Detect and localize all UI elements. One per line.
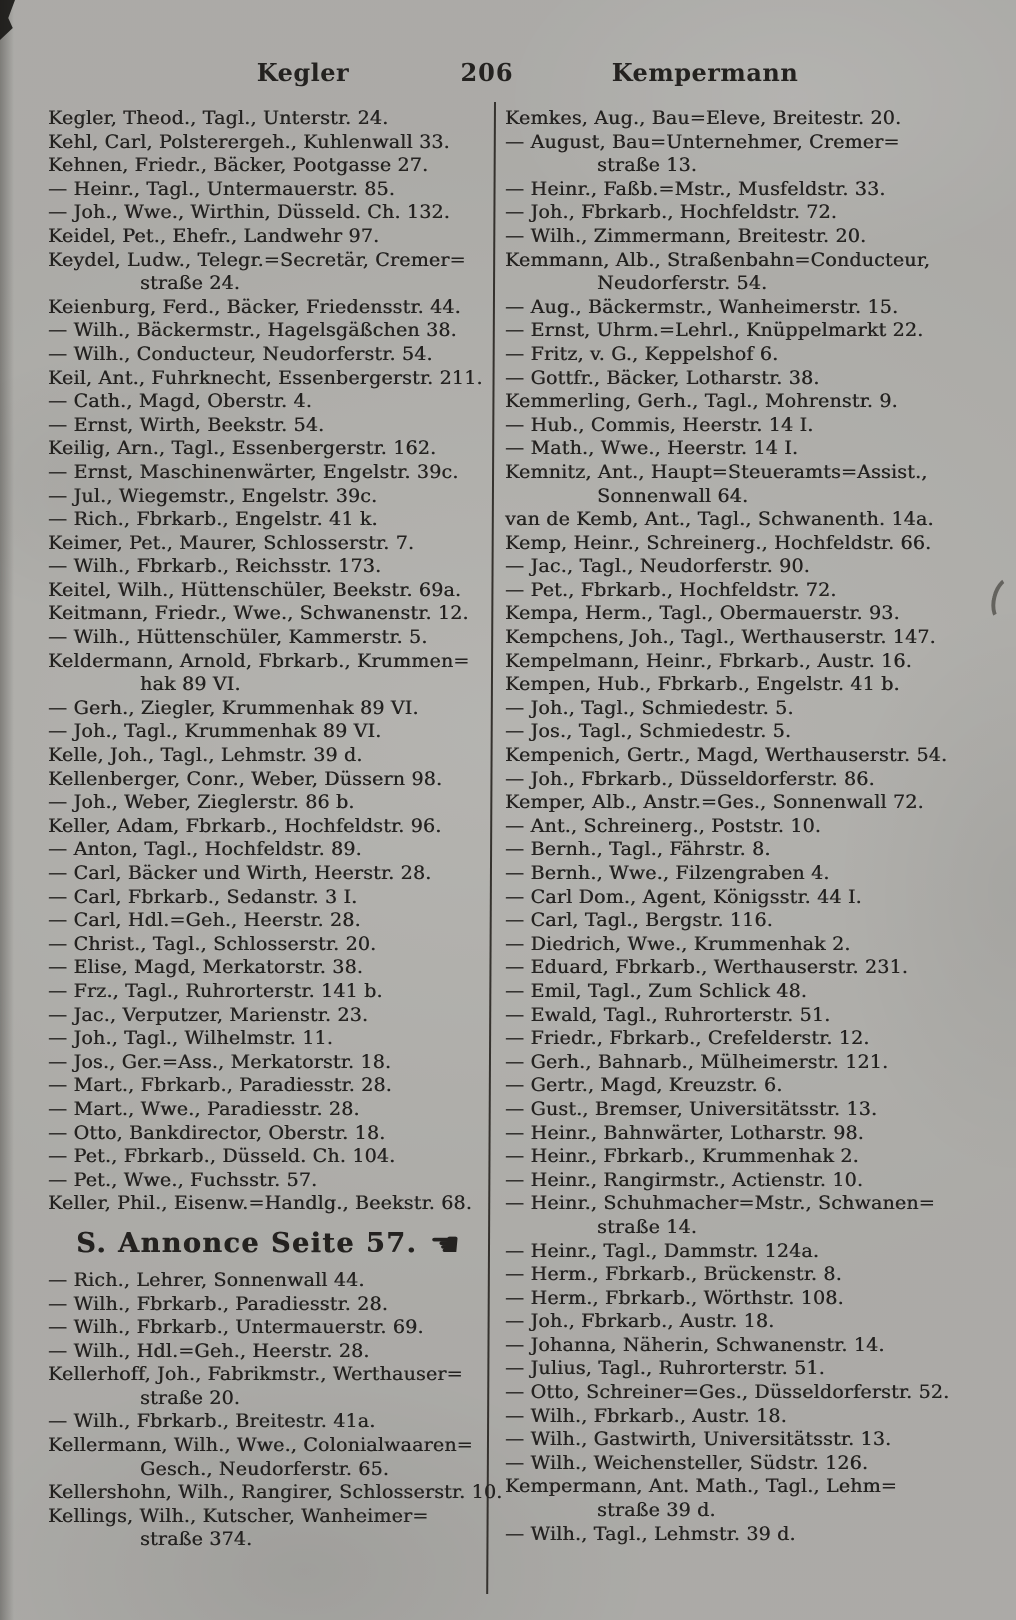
- entry-line: — Heinr., Bahnwärter, Lotharstr. 98.: [505, 1121, 864, 1144]
- entry-line: Kemp, Heinr., Schreinerg., Hochfeldstr. 66.: [505, 531, 932, 554]
- entry-line: Kellerhoff, Joh., Fabrikmstr., Werthauser=: [48, 1363, 463, 1386]
- entry-line: — Rich., Lehrer, Sonnenwall 44.: [48, 1268, 365, 1291]
- entry-continuation-line: straße 24.: [140, 272, 240, 295]
- entry-line: Kehl, Carl, Polsterergeh., Kuhlenwall 33.: [48, 130, 450, 153]
- entry-line: Keitmann, Friedr., Wwe., Schwanenstr. 12.: [48, 602, 469, 625]
- entry-line: — Gottfr., Bäcker, Lotharstr. 38.: [505, 366, 820, 389]
- entry-line: — Wilh., Conducteur, Neudorferstr. 54.: [48, 342, 433, 365]
- entry-line: — Joh., Wwe., Wirthin, Düsseld. Ch. 132.: [48, 201, 450, 224]
- entry-line: — Ewald, Tagl., Ruhrorterstr. 51.: [505, 1003, 831, 1026]
- entry-continuation-line: straße 13.: [597, 154, 697, 177]
- entry-line: — Joh., Weber, Zieglerstr. 86 b.: [48, 791, 355, 814]
- entry-line: Kemkes, Aug., Bau=Eleve, Breitestr. 20.: [505, 107, 902, 129]
- entry-line: — Wilh., Zimmermann, Breitestr. 20.: [505, 224, 867, 247]
- entry-line: — Gerh., Bahnarb., Mülheimerstr. 121.: [505, 1050, 889, 1073]
- entry-line: — Heinr., Tagl., Untermauerstr. 85.: [48, 177, 395, 200]
- entry-line: — Pet., Fbrkarb., Düsseld. Ch. 104.: [48, 1145, 396, 1168]
- entry-line: — Heinr., Faßb.=Mstr., Musfeldstr. 33.: [505, 177, 886, 200]
- entry-line: — Math., Wwe., Heerstr. 14 I.: [505, 437, 799, 460]
- entry-line: — Julius, Tagl., Ruhrorterstr. 51.: [505, 1357, 825, 1380]
- entry-line: — Diedrich, Wwe., Krummenhak 2.: [505, 932, 851, 955]
- entry-line: Keldermann, Arnold, Fbrkarb., Krummen=: [48, 649, 470, 672]
- entry-line: — Wilh., Weichensteller, Südstr. 126.: [505, 1451, 869, 1474]
- entry-line: van de Kemb, Ant., Tagl., Schwanenth. 14a.: [505, 508, 934, 531]
- entry-line: — Heinr., Fbrkarb., Krummenhak 2.: [505, 1145, 859, 1168]
- entry-line: — Carl, Tagl., Bergstr. 116.: [505, 909, 773, 932]
- entry-line: — Jos., Ger.=Ass., Merkatorstr. 18.: [48, 1050, 392, 1073]
- entry-line: — Wilh., Fbrkarb., Reichsstr. 173.: [48, 555, 382, 578]
- entry-line: Keienburg, Ferd., Bäcker, Friedensstr. 44.: [48, 295, 461, 318]
- entry-line: Kempchens, Joh., Tagl., Werthauserstr. 147.: [505, 626, 936, 649]
- entry-line: Kellings, Wilh., Kutscher, Wanheimer=: [48, 1504, 429, 1527]
- running-title-right: Kempermann: [611, 58, 799, 87]
- entry-line: — Anton, Tagl., Hochfeldstr. 89.: [48, 838, 362, 861]
- entry-line: Keimer, Pet., Maurer, Schlosserstr. 7.: [48, 531, 415, 554]
- entry-continuation-line: straße 39 d.: [597, 1499, 716, 1522]
- entry-line: — Carl, Bäcker und Wirth, Heerstr. 28.: [48, 862, 432, 884]
- scan-edge-shadow: [0, 0, 14, 1620]
- entry-continuation-line: Sonnenwall 64.: [597, 484, 749, 507]
- entry-line: — Wilh., Hüttenschüler, Kammerstr. 5.: [48, 626, 428, 649]
- entry-line: — Ant., Schreinerg., Poststr. 10.: [505, 814, 822, 837]
- entry-line: Keller, Phil., Eisenw.=Handlg., Beekstr. 68.: [48, 1192, 472, 1215]
- entry-line: — Carl, Fbrkarb., Sedanstr. 3 I.: [48, 885, 358, 908]
- entry-line: Kemper, Alb., Anstr.=Ges., Sonnenwall 72.: [505, 791, 924, 814]
- entry-line: Kemmerling, Gerh., Tagl., Mohrenstr. 9.: [505, 390, 898, 413]
- entry-line: — Joh., Fbrkarb., Austr. 18.: [505, 1310, 775, 1333]
- entry-continuation-line: hak 89 VI.: [140, 673, 241, 696]
- entry-continuation-line: Neudorferstr. 54.: [597, 272, 768, 295]
- running-title-left: Kegler: [256, 58, 350, 87]
- entry-line: — Gust., Bremser, Universitätsstr. 13.: [505, 1097, 878, 1120]
- entry-line: — Johanna, Näherin, Schwanenstr. 14.: [505, 1333, 885, 1356]
- entry-line: Keil, Ant., Fuhrknecht, Essenbergerstr. 211.: [48, 366, 483, 389]
- entry-line: — Carl, Hdl.=Geh., Heerstr. 28.: [48, 909, 361, 932]
- running-header: [0, 58, 1016, 92]
- directory-column-left: [48, 107, 503, 1552]
- entry-line: — Christ., Tagl., Schlosserstr. 20.: [48, 932, 377, 955]
- entry-line: Kellershohn, Wilh., Rangirer, Schlosserstr. 10.: [48, 1481, 503, 1504]
- manicule-pointing-hand-icon: ☚: [429, 1224, 460, 1265]
- entry-line: — Wilh., Tagl., Lehmstr. 39 d.: [505, 1522, 796, 1545]
- entry-line: Kempermann, Ant. Math., Tagl., Lehm=: [505, 1475, 897, 1498]
- annonce-text: S. Annonce Seite 57.: [76, 1227, 418, 1259]
- entry-line: Kehnen, Friedr., Bäcker, Pootgasse 27.: [48, 154, 429, 177]
- entry-line: — Ernst, Wirth, Beekstr. 54.: [48, 413, 325, 436]
- entry-line: — Mart., Wwe., Paradiesstr. 28.: [48, 1097, 360, 1120]
- entry-line: — Emil, Tagl., Zum Schlick 48.: [505, 979, 807, 1002]
- entry-line: — Wilh., Hdl.=Geh., Heerstr. 28.: [48, 1339, 370, 1362]
- entry-line: — Wilh., Fbrkarb., Breitestr. 41a.: [48, 1410, 376, 1433]
- entry-line: — Herm., Fbrkarb., Wörthstr. 108.: [505, 1286, 844, 1309]
- entry-line: Keidel, Pet., Ehefr., Landwehr 97.: [48, 224, 380, 247]
- entry-line: — Gerh., Ziegler, Krummenhak 89 VI.: [48, 696, 419, 719]
- entry-line: — Frz., Tagl., Ruhrorterstr. 141 b.: [48, 979, 383, 1002]
- entry-line: — Friedr., Fbrkarb., Crefelderstr. 12.: [505, 1027, 870, 1050]
- entry-line: — Ernst, Uhrm.=Lehrl., Knüppelmarkt 22.: [505, 319, 924, 342]
- entry-line: — Jac., Tagl., Neudorferstr. 90.: [505, 555, 810, 578]
- entry-line: Keitel, Wilh., Hüttenschüler, Beekstr. 69a.: [48, 578, 462, 601]
- entry-line: — Joh., Fbrkarb., Düsseldorferstr. 86.: [505, 767, 875, 790]
- entry-line: — Jul., Wiegemstr., Engelstr. 39c.: [48, 484, 378, 507]
- entry-line: Kempa, Herm., Tagl., Obermauerstr. 93.: [505, 602, 900, 625]
- entry-line: Keller, Adam, Fbrkarb., Hochfeldstr. 96.: [48, 814, 442, 837]
- entry-line: Kellermann, Wilh., Wwe., Colonialwaaren=: [48, 1434, 473, 1457]
- entry-continuation-line: straße 20.: [140, 1386, 240, 1409]
- entry-line: — Aug., Bäckermstr., Wanheimerstr. 15.: [505, 295, 899, 318]
- entry-line: Kelle, Joh., Tagl., Lehmstr. 39 d.: [48, 744, 363, 767]
- entry-line: Kempenich, Gertr., Magd, Werthauserstr. 54.: [505, 744, 948, 767]
- annonce-note: [48, 1216, 488, 1269]
- entry-line: — Otto, Schreiner=Ges., Düsseldorferstr. 52.: [505, 1381, 950, 1404]
- entry-line: — Pet., Fbrkarb., Hochfeldstr. 72.: [505, 578, 837, 601]
- entry-line: Kempelmann, Heinr., Fbrkarb., Austr. 16.: [505, 649, 912, 672]
- entry-line: — Fritz, v. G., Keppelshof 6.: [505, 342, 779, 365]
- entry-line: — Wilh., Fbrkarb., Paradiesstr. 28.: [48, 1292, 388, 1315]
- entry-line: — Wilh., Bäckermstr., Hagelsgäßchen 38.: [48, 319, 457, 342]
- entry-line: — Mart., Fbrkarb., Paradiesstr. 28.: [48, 1074, 392, 1097]
- entry-line: — Jac., Verputzer, Marienstr. 23.: [48, 1003, 369, 1026]
- entry-line: — Hub., Commis, Heerstr. 14 I.: [505, 413, 814, 436]
- entry-line: Kempen, Hub., Fbrkarb., Engelstr. 41 b.: [505, 673, 900, 696]
- entry-line: — Wilh., Fbrkarb., Untermauerstr. 69.: [48, 1316, 424, 1339]
- entry-line: — Heinr., Rangirmstr., Actienstr. 10.: [505, 1168, 864, 1191]
- entry-line: — Eduard, Fbrkarb., Werthauserstr. 231.: [505, 956, 908, 979]
- entry-line: — Elise, Magd, Merkatorstr. 38.: [48, 956, 363, 979]
- entry-line: — Joh., Tagl., Wilhelmstr. 11.: [48, 1027, 333, 1050]
- entry-continuation-line: straße 374.: [140, 1528, 253, 1551]
- entry-line: — Gertr., Magd, Kreuzstr. 6.: [505, 1074, 783, 1097]
- entry-line: — Wilh., Gastwirth, Universitätsstr. 13.: [505, 1428, 892, 1451]
- entry-line: — Joh., Fbrkarb., Hochfeldstr. 72.: [505, 201, 837, 224]
- page-number: 206: [460, 58, 514, 87]
- entry-continuation-line: Gesch., Neudorferstr. 65.: [140, 1457, 389, 1480]
- entry-line: Keilig, Arn., Tagl., Essenbergerstr. 162.: [48, 437, 437, 460]
- entry-line: — Cath., Magd, Oberstr. 4.: [48, 390, 312, 413]
- entry-line: — Jos., Tagl., Schmiedestr. 5.: [505, 720, 792, 743]
- entry-line: — Ernst, Maschinenwärter, Engelstr. 39c.: [48, 460, 459, 483]
- entry-line: Kegler, Theod., Tagl., Unterstr. 24.: [48, 107, 389, 129]
- entry-line: — Heinr., Schuhmacher=Mstr., Schwanen=: [505, 1192, 935, 1215]
- entry-line: — Bernh., Wwe., Filzengraben 4.: [505, 862, 830, 884]
- directory-column-right: [505, 107, 975, 1546]
- entry-line: — Otto, Bankdirector, Oberstr. 18.: [48, 1121, 386, 1144]
- entry-line: — Wilh., Fbrkarb., Austr. 18.: [505, 1404, 787, 1427]
- entry-line: — Joh., Tagl., Schmiedestr. 5.: [505, 696, 794, 719]
- entry-line: — Heinr., Tagl., Dammstr. 124a.: [505, 1239, 820, 1262]
- entry-line: Keydel, Ludw., Telegr.=Secretär, Cremer=: [48, 248, 466, 271]
- entry-line: — Carl Dom., Agent, Königsstr. 44 I.: [505, 885, 862, 908]
- entry-line: — Joh., Tagl., Krummenhak 89 VI.: [48, 720, 382, 743]
- entry-line: — Bernh., Tagl., Fährstr. 8.: [505, 838, 771, 861]
- entry-line: — Pet., Wwe., Fuchsstr. 57.: [48, 1168, 318, 1191]
- entry-line: Kemmann, Alb., Straßenbahn=Conducteur,: [505, 248, 931, 271]
- entry-line: Kellenberger, Conr., Weber, Düssern 98.: [48, 767, 443, 790]
- entry-line: — Rich., Fbrkarb., Engelstr. 41 k.: [48, 508, 378, 531]
- entry-line: — Herm., Fbrkarb., Brückenstr. 8.: [505, 1263, 842, 1286]
- scan-artifact-edge-mark: [987, 573, 1016, 627]
- entry-continuation-line: straße 14.: [597, 1215, 697, 1238]
- entry-line: Kemnitz, Ant., Haupt=Steueramts=Assist.,: [505, 460, 928, 483]
- entry-line: — August, Bau=Unternehmer, Cremer=: [505, 130, 900, 153]
